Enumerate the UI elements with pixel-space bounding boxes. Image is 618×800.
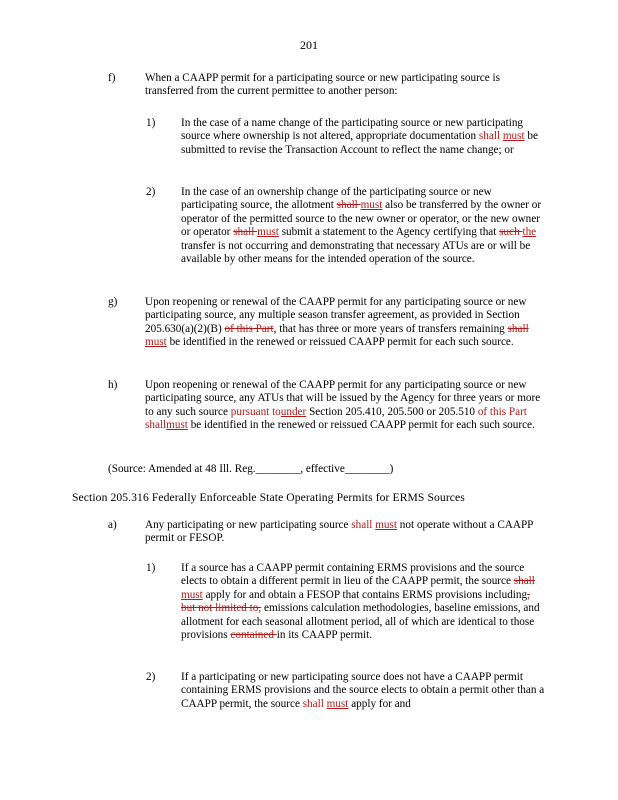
subparagraph-label: 1) xyxy=(146,562,156,574)
deleted-text: shall xyxy=(233,226,258,239)
paragraph-label: g) xyxy=(108,296,118,308)
inserted-text: must xyxy=(360,199,383,212)
section-heading: Section 205.316 Federally Enforceable State Operating Permits for ERMS Sources xyxy=(72,491,465,504)
subparagraph-label: 2) xyxy=(146,671,156,683)
inserted-text: must xyxy=(181,588,203,601)
revision-text: pursuant to xyxy=(230,405,281,418)
revision-text: of this Part shall xyxy=(145,405,527,432)
inserted-text: must xyxy=(326,697,349,710)
paragraph-text: Upon reopening or renewal of the CAAPP permit for any participating source or new participating source, any ATUs that will be issued by the Agency for three years or more to any such source pursuant tounder Section 205.410, 205.500 or 205.510 of this Part shallmust be identified in the renewed or reissued CAAPP permit for each such source. xyxy=(145,379,541,432)
inserted-text: must xyxy=(375,519,397,531)
paragraph-text: When a CAAPP permit for a participating source or new participating source is transferred from the current permittee to another person: xyxy=(145,72,500,98)
inserted-text: must xyxy=(166,419,188,432)
subparagraph-label: 2) xyxy=(146,186,156,198)
paragraph-label: f) xyxy=(108,72,116,84)
inserted-text: must xyxy=(502,130,525,143)
subparagraph-text: In the case of a name change of the participating source or new participating source where ownership is not altered, appropriate documentation shall must be submitted to revise the Transaction Account to reflect the name change; or xyxy=(181,117,538,156)
subparagraph-text: In the case of an ownership change of the participating source or new participating source, the allotment shall must also be transferred by the owner or operator of the permitted source to the new owner or operator, or the new owner or operator shall must submit a statement to the Agency certifying that such the transfer is not occurring and demonstrating that necessary ATUs are or will be available by other means for the intended operation of the source. xyxy=(181,186,542,266)
paragraph-text: Upon reopening or renewal of the CAAPP permit for any participating source or new participating source, any multiple season transfer agreement, as provided in Section 205.630(a)(2)(B) of this Part, that has three or more years of transfers remaining shall must be identified in the renewed or reissued CAAPP permit for each such source. xyxy=(145,296,529,349)
subparagraph-label: 1) xyxy=(146,117,156,129)
revision-text: shall xyxy=(351,519,376,531)
paragraph-label: h) xyxy=(108,379,118,391)
inserted-text: the xyxy=(522,226,537,239)
paragraph-label: a) xyxy=(108,519,117,531)
page-number: 201 xyxy=(300,38,318,52)
source-note: (Source: Amended at 48 Ill. Reg.________, effective________) xyxy=(108,463,394,475)
deleted-text: , but not limited to, xyxy=(181,588,530,615)
inserted-text: must xyxy=(257,226,279,239)
revision-text: shall xyxy=(478,130,503,143)
subparagraph-text: If a participating or new participating source does not have a CAAPP permit containing ERMS provisions and the source elects to obtain a permit other than a CAAPP permit, the source shall must apply for and xyxy=(181,671,545,710)
paragraph-text: Any participating or new participating source shall must not operate without a CAAPP permit or FESOP. xyxy=(145,519,533,545)
deleted-text: such xyxy=(499,226,523,239)
inserted-text: must xyxy=(145,336,167,349)
deleted-text: of this Part xyxy=(224,322,274,335)
deleted-text: shall xyxy=(507,322,529,335)
deleted-text: shall xyxy=(513,575,535,588)
deleted-text: shall xyxy=(336,199,361,212)
inserted-text: under xyxy=(280,405,307,418)
deleted-text: contained xyxy=(230,629,277,642)
subparagraph-text: If a source has a CAAPP permit containing ERMS provisions and the source elects to obtain a different permit in lieu of the CAAPP permit, the source shall must apply for and obtain a FESOP that contains ERMS provisions including, but not limited to, emissions calculation methodologies, baseline emissions, and allotment for each seasonal allotment period, all of which are identical to those provisions contained in its CAAPP permit. xyxy=(181,562,540,642)
revision-text: shall xyxy=(302,697,327,710)
